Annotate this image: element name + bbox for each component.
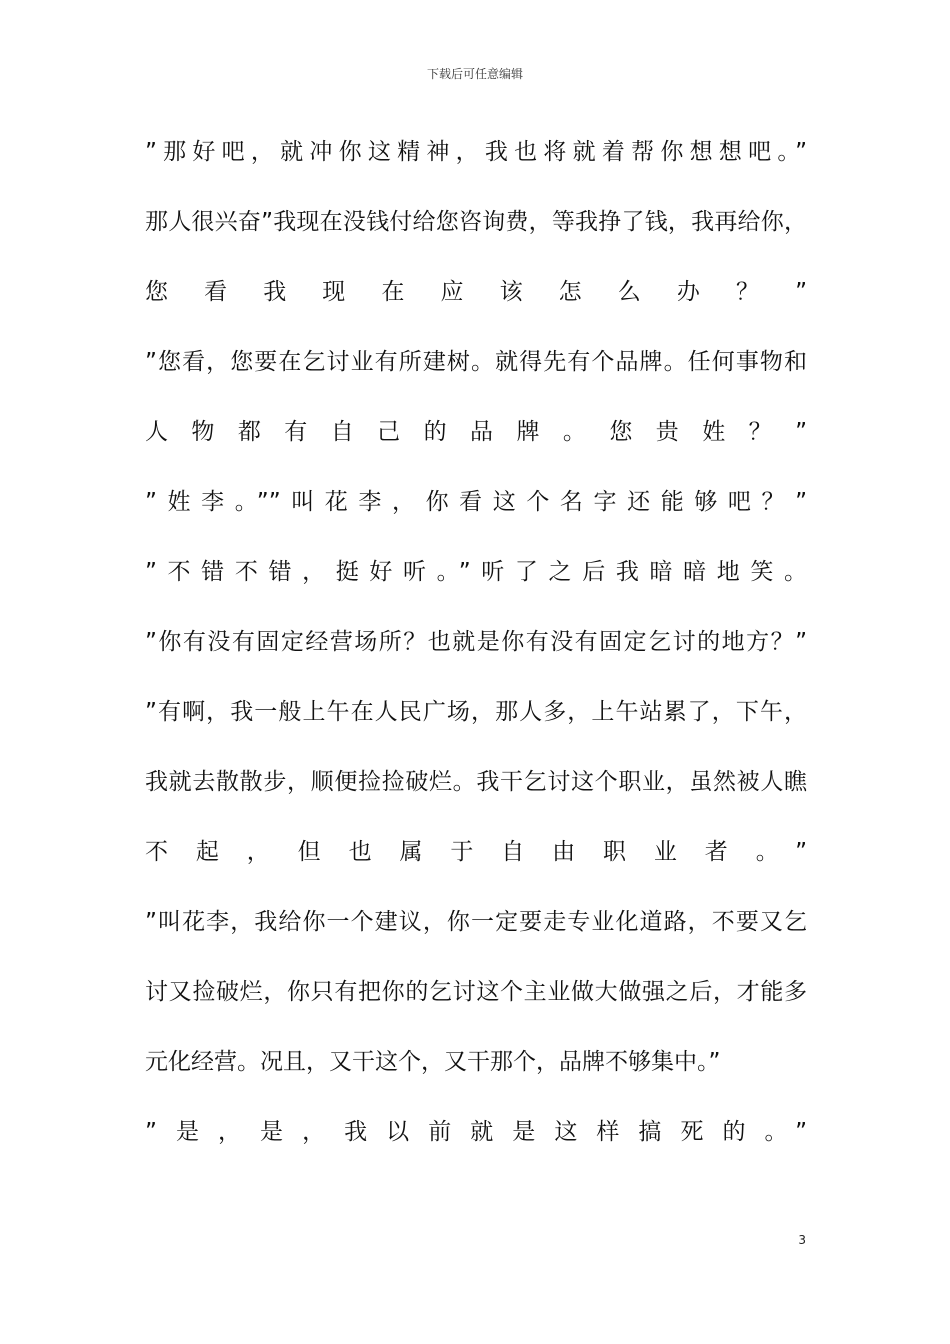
text-line-4: ”您看，您要在乞讨业有所建树。就得先有个品牌。任何事物和 xyxy=(145,349,807,375)
text-line-1: ”那好吧，就冲你这精神，我也将就着帮你想想吧。” xyxy=(145,139,807,165)
text-line-5: 人物都有自己的品牌。您贵姓？” xyxy=(145,419,807,445)
text-line-6: ”姓李。””叫花李，你看这个名字还能够吧？” xyxy=(145,489,807,515)
text-line-8: ”你有没有固定经营场所？也就是你有没有固定乞讨的地方？” xyxy=(145,629,807,655)
text-line-12: ”叫花李，我给你一个建议，你一定要走专业化道路，不要又乞 xyxy=(145,909,807,935)
document-body xyxy=(145,132,807,1182)
page-number: 3 xyxy=(798,1233,806,1247)
text-line-2: 那人很兴奋”我现在没钱付给您咨询费，等我挣了钱，我再给你， xyxy=(145,209,807,235)
text-line-11: 不起，但也属于自由职业者。” xyxy=(145,839,807,865)
text-line-13: 讨又捡破烂，你只有把你的乞讨这个主业做大做强之后，才能多 xyxy=(145,979,807,1005)
page-header: 下载后可任意编辑 xyxy=(426,67,523,81)
text-line-15: ”是，是，我以前就是这样搞死的。” xyxy=(145,1119,807,1145)
text-line-10: 我就去散散步，顺便捡捡破烂。我干乞讨这个职业，虽然被人瞧 xyxy=(145,769,807,795)
text-line-14: 元化经营。况且，又干这个，又干那个，品牌不够集中。” xyxy=(145,1049,721,1075)
text-line-7: ”不错不错，挺好听。”听了之后我暗暗地笑。 xyxy=(145,559,807,585)
text-line-3: 您看我现在应该怎么办？” xyxy=(145,279,807,305)
text-line-9: ”有啊，我一般上午在人民广场，那人多，上午站累了，下午， xyxy=(145,699,807,725)
